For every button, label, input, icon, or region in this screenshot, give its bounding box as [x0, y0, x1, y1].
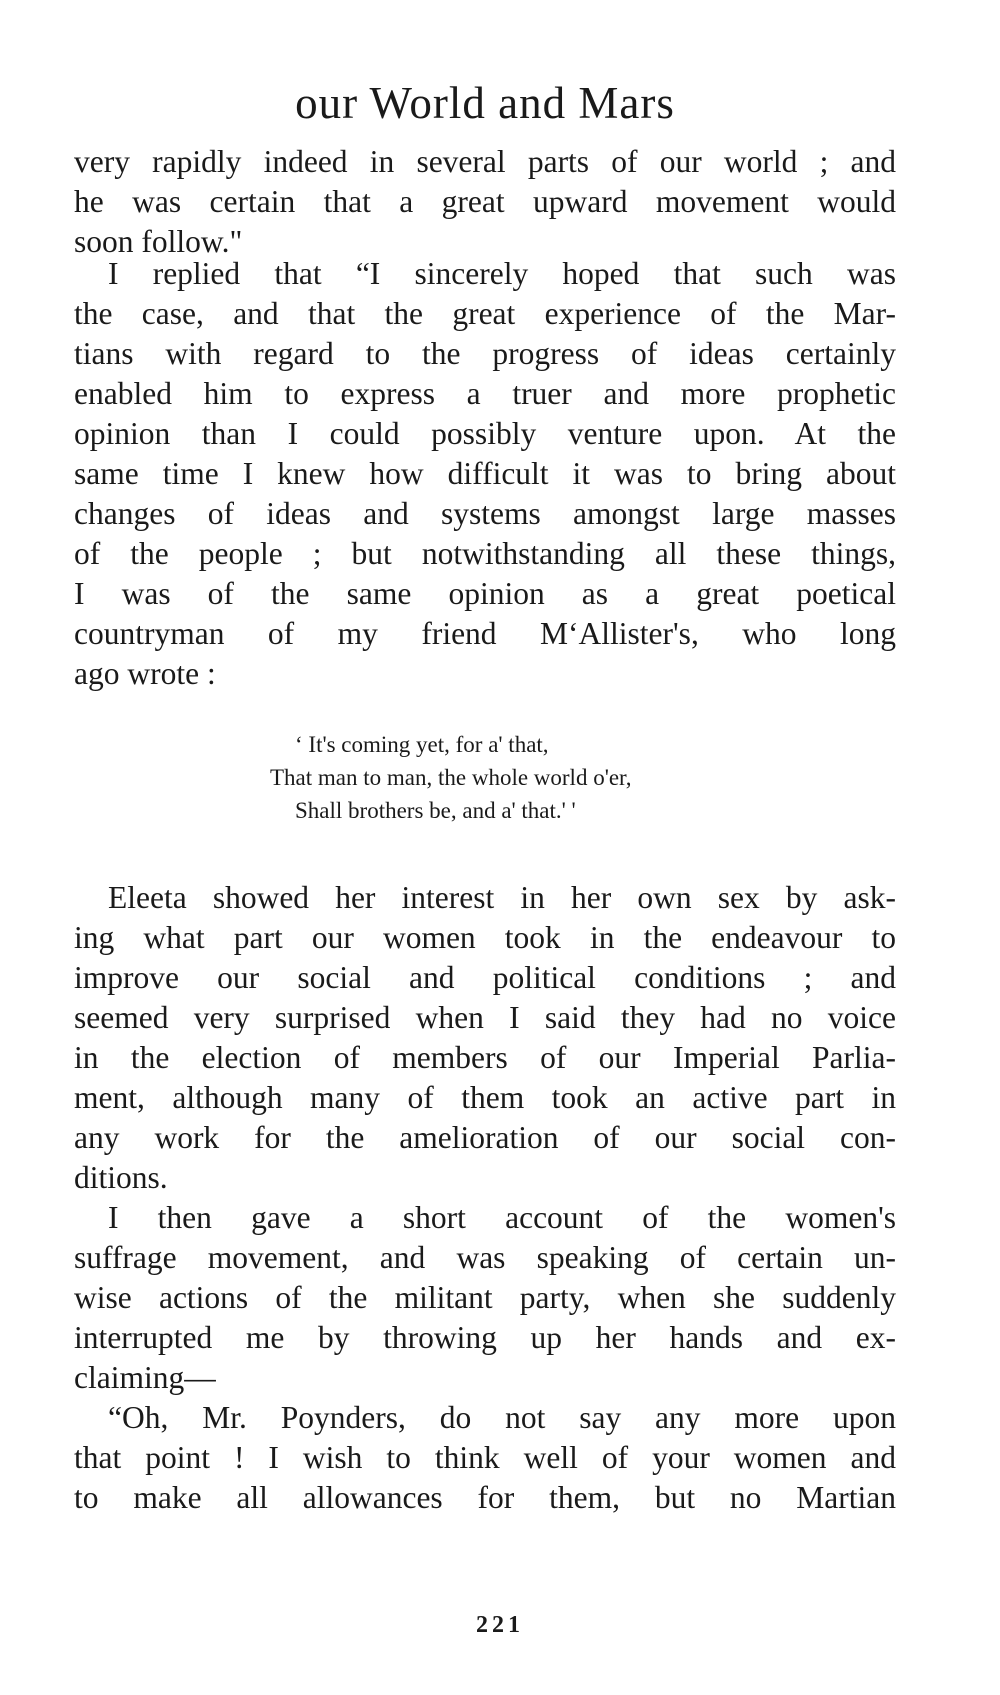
text-line: tians with regard to the progress of ideas certainly	[74, 336, 896, 371]
text-line: interrupted me by throwing up her hands and ex-	[74, 1320, 896, 1355]
text-line: Eleeta showed her interest in her own sex by ask-	[108, 880, 896, 915]
page-number: 221	[476, 1612, 524, 1638]
text-line: I then gave a short account of the women's	[108, 1200, 896, 1235]
text-line: improve our social and political conditions ; and	[74, 960, 896, 995]
text-line: suffrage movement, and was speaking of certain un-	[74, 1240, 896, 1275]
paragraph-suffrage	[74, 1198, 896, 1398]
paragraph-poynders	[74, 1398, 896, 1518]
paragraph-eleeta	[74, 878, 896, 1198]
text-line: any work for the amelioration of our social con-	[74, 1120, 896, 1155]
text-line: I was of the same opinion as a great poetical	[74, 576, 896, 611]
text-line: changes of ideas and systems amongst large masses	[74, 496, 896, 531]
verse-line: Shall brothers be, and a' that.' '	[295, 798, 576, 823]
running-title: our World and Mars	[295, 78, 675, 128]
paragraph-continuation	[74, 142, 896, 262]
text-line: ago wrote :	[74, 656, 216, 691]
text-line: wise actions of the militant party, when she suddenly	[74, 1280, 896, 1315]
text-line: to make all allowances for them, but no Martian	[74, 1480, 896, 1515]
text-line: of the people ; but notwithstanding all these things,	[74, 536, 896, 571]
text-line: ment, although many of them took an active part in	[74, 1080, 896, 1115]
text-line: ditions.	[74, 1160, 168, 1195]
verse-line: ‘ It's coming yet, for a' that,	[295, 732, 549, 757]
text-line: seemed very surprised when I said they had no voice	[74, 1000, 896, 1035]
text-line: countryman of my friend M‘Allister's, who long	[74, 616, 896, 651]
text-line: the case, and that the great experience of the Mar-	[74, 296, 896, 331]
text-line: very rapidly indeed in several parts of our world ; and	[74, 144, 896, 179]
text-line: that point ! I wish to think well of your women and	[74, 1440, 896, 1475]
text-line: in the election of members of our Imperial Parlia-	[74, 1040, 896, 1075]
verse-line: That man to man, the whole world o'er,	[270, 765, 632, 790]
text-line: same time I knew how difficult it was to bring about	[74, 456, 896, 491]
paragraph-replied	[74, 254, 896, 694]
text-line: claiming—	[74, 1360, 216, 1395]
text-line: soon follow."	[74, 224, 243, 259]
text-line: ing what part our women took in the endeavour to	[74, 920, 896, 955]
text-line: I replied that “I sincerely hoped that such was	[108, 256, 896, 291]
text-line: opinion than I could possibly venture upon. At the	[74, 416, 896, 451]
verse-quotation	[270, 728, 790, 827]
text-line: he was certain that a great upward movement would	[74, 184, 896, 219]
text-line: enabled him to express a truer and more prophetic	[74, 376, 896, 411]
text-line: “Oh, Mr. Poynders, do not say any more upon	[108, 1400, 896, 1435]
